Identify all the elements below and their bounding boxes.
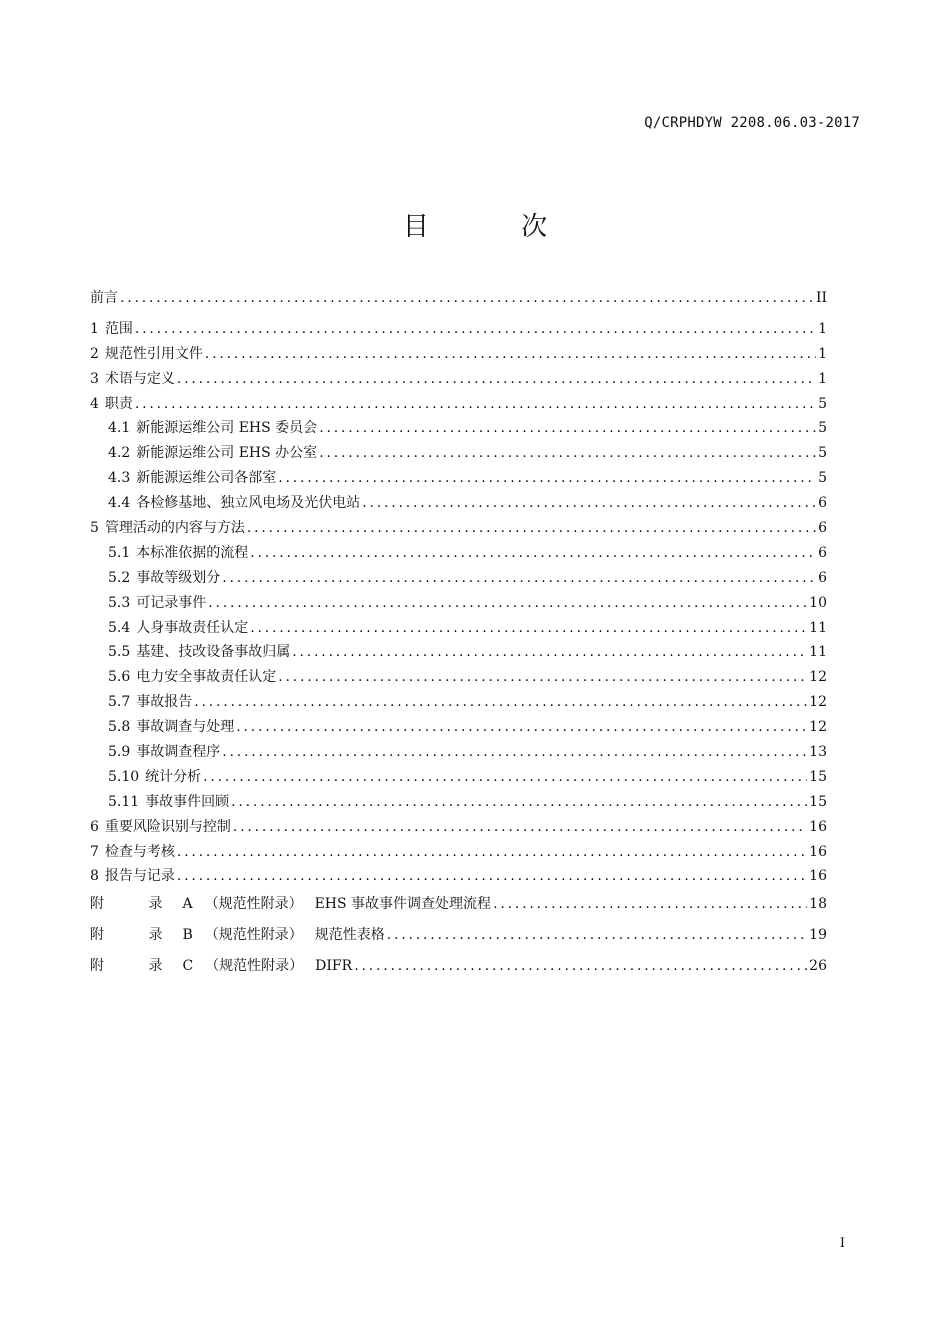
toc-entry-page: 26 — [809, 958, 827, 975]
appendix-word: 附 录 — [90, 927, 183, 944]
toc-entry-label: 检查与考核 — [104, 843, 175, 860]
appendix-title: 规范性表格 — [314, 927, 385, 944]
toc-leader-dots — [177, 864, 807, 889]
toc-entry-1[interactable] — [90, 317, 827, 342]
toc-entry-page: 6 — [818, 544, 827, 561]
toc-entry-number: 5.2 — [108, 569, 131, 586]
toc-entry-number: 4.3 — [108, 470, 131, 487]
toc-entry-8[interactable] — [90, 864, 827, 889]
table-of-contents — [90, 286, 827, 982]
toc-appendix-c[interactable] — [90, 951, 827, 982]
toc-entry-5-2[interactable] — [90, 566, 827, 591]
toc-entry-label: 电力安全事故责任认定 — [136, 669, 277, 686]
toc-entry-page: 6 — [818, 520, 827, 537]
toc-entry-number: 4 — [90, 395, 99, 412]
toc-entry-number: 5.7 — [108, 694, 131, 711]
toc-leader-dots — [278, 466, 816, 491]
toc-leader-dots — [354, 951, 807, 982]
appendix-letter: B — [182, 927, 193, 944]
toc-leader-dots — [319, 416, 816, 441]
toc-entry-label: 各检修基地、独立风电场及光伏电站 — [136, 495, 361, 512]
toc-entry-number: 2 — [90, 345, 99, 362]
toc-entry-5-9[interactable] — [90, 740, 827, 765]
toc-entry-page: 12 — [809, 669, 827, 686]
toc-entry-page: 13 — [809, 744, 827, 761]
toc-entry-label: 事故事件回顾 — [145, 793, 230, 810]
toc-entry-7[interactable] — [90, 840, 827, 865]
toc-entry-5-5[interactable] — [90, 640, 827, 665]
toc-entry-5[interactable] — [90, 516, 827, 541]
toc-leader-dots — [177, 840, 807, 865]
toc-entry-4[interactable] — [90, 392, 827, 417]
toc-entry-number: 6 — [90, 818, 99, 835]
toc-entry-number: 8 — [90, 868, 99, 885]
appendix-kind: （规范性附录） — [205, 958, 304, 975]
toc-leader-dots — [250, 541, 816, 566]
toc-entry-4-1[interactable] — [90, 416, 827, 441]
toc-leader-dots — [236, 715, 807, 740]
appendix-title: DIFR — [315, 958, 353, 975]
toc-entry-number: 4.4 — [108, 495, 131, 512]
toc-leader-dots — [208, 591, 807, 616]
toc-entry-number: 5.9 — [108, 744, 131, 761]
document-code: Q/CRPHDYW 2208.06.03-2017 — [644, 115, 860, 131]
toc-leader-dots — [205, 342, 816, 367]
toc-entry-label: 本标准依据的流程 — [136, 544, 249, 561]
toc-entry-number: 7 — [90, 843, 99, 860]
appendix-title: EHS 事故事件调查处理流程 — [314, 896, 492, 913]
toc-entry-preface[interactable] — [90, 286, 827, 311]
toc-entry-number: 1 — [90, 320, 99, 337]
toc-leader-dots — [120, 286, 814, 311]
toc-leader-dots — [362, 491, 816, 516]
toc-leader-dots — [135, 317, 816, 342]
toc-entry-5-8[interactable] — [90, 715, 827, 740]
toc-entry-page: 12 — [809, 694, 827, 711]
toc-entry-number: 5.4 — [108, 619, 131, 636]
toc-entry-label: 范围 — [104, 320, 133, 337]
toc-entry-label: 重要风险识别与控制 — [104, 818, 231, 835]
toc-entry-number: 5.8 — [108, 719, 131, 736]
toc-entry-page: 16 — [809, 868, 827, 885]
toc-leader-dots — [177, 367, 816, 392]
toc-entry-page: 5 — [818, 445, 827, 462]
toc-leader-dots — [250, 616, 807, 641]
toc-entry-label: 管理活动的内容与方法 — [104, 520, 245, 537]
toc-entry-5-11[interactable] — [90, 790, 827, 815]
toc-entry-number: 5.10 — [108, 768, 140, 785]
toc-entry-number: 3 — [90, 370, 99, 387]
appendix-letter: C — [182, 958, 194, 975]
toc-entry-page: 10 — [809, 594, 827, 611]
appendix-kind: （规范性附录） — [204, 896, 303, 913]
toc-leader-dots — [387, 920, 807, 951]
toc-entry-label: 前言 — [90, 290, 118, 306]
toc-entry-label: 规范性引用文件 — [104, 345, 203, 362]
toc-entry-number: 4.1 — [108, 420, 131, 437]
toc-entry-4-3[interactable] — [90, 466, 827, 491]
toc-entry-5-7[interactable] — [90, 690, 827, 715]
toc-entry-number: 5.6 — [108, 669, 131, 686]
toc-leader-dots — [247, 516, 816, 541]
toc-entry-6[interactable] — [90, 815, 827, 840]
toc-appendix-a[interactable] — [90, 889, 827, 920]
toc-entry-label: 事故调查程序 — [136, 744, 221, 761]
toc-entry-number: 4.2 — [108, 445, 131, 462]
toc-entry-page: 1 — [818, 345, 827, 362]
toc-leader-dots — [203, 765, 807, 790]
appendix-kind: （规范性附录） — [204, 927, 303, 944]
toc-entry-page: II — [815, 290, 827, 306]
toc-appendix-b[interactable] — [90, 920, 827, 951]
toc-entry-label: 职责 — [104, 395, 133, 412]
page-title: 目 次 — [402, 212, 590, 242]
toc-entry-label: 可记录事件 — [136, 594, 207, 611]
page-number: I — [839, 1236, 845, 1251]
toc-entry-page: 12 — [809, 719, 827, 736]
toc-entry-4-2[interactable] — [90, 441, 827, 466]
toc-entry-page: 1 — [818, 320, 827, 337]
toc-entry-page: 15 — [809, 768, 827, 785]
toc-leader-dots — [222, 740, 807, 765]
toc-leader-dots — [319, 441, 816, 466]
toc-entry-page: 5 — [818, 395, 827, 412]
toc-entry-page: 15 — [809, 793, 827, 810]
toc-entry-5-1[interactable] — [90, 541, 827, 566]
toc-entry-label: 报告与记录 — [104, 868, 175, 885]
toc-entry-label: 新能源运维公司 EHS 委员会 — [136, 420, 318, 437]
toc-entry-5-3[interactable] — [90, 591, 827, 616]
toc-entry-5-6[interactable] — [90, 665, 827, 690]
toc-entry-number: 5.1 — [108, 544, 131, 561]
toc-entry-5-10[interactable] — [90, 765, 827, 790]
toc-entry-page: 18 — [809, 896, 827, 913]
toc-entry-page: 11 — [809, 619, 827, 636]
toc-entry-page: 5 — [818, 470, 827, 487]
toc-entry-3[interactable] — [90, 367, 827, 392]
appendix-word: 附 录 — [90, 896, 183, 913]
toc-leader-dots — [135, 392, 816, 417]
toc-entry-number: 5.3 — [108, 594, 131, 611]
toc-leader-dots — [231, 790, 807, 815]
toc-entry-2[interactable] — [90, 342, 827, 367]
toc-entry-number: 5.5 — [108, 644, 131, 661]
toc-entry-label: 事故调查与处理 — [136, 719, 235, 736]
toc-entry-5-4[interactable] — [90, 616, 827, 641]
toc-entry-page: 1 — [818, 370, 827, 387]
toc-entry-page: 16 — [809, 818, 827, 835]
toc-entry-label: 新能源运维公司 EHS 办公室 — [136, 445, 318, 462]
toc-entry-label: 事故报告 — [136, 694, 193, 711]
appendix-word: 附 录 — [90, 958, 183, 975]
toc-entry-page: 19 — [809, 927, 827, 944]
toc-entry-4-4[interactable] — [90, 491, 827, 516]
toc-entry-label: 统计分析 — [145, 768, 202, 785]
toc-entry-page: 11 — [809, 644, 827, 661]
toc-leader-dots — [292, 640, 807, 665]
toc-leader-dots — [278, 665, 807, 690]
toc-entry-label: 人身事故责任认定 — [136, 619, 249, 636]
toc-leader-dots — [233, 815, 807, 840]
toc-entry-page: 5 — [818, 420, 827, 437]
toc-entry-label: 事故等级划分 — [136, 569, 221, 586]
appendix-letter: A — [182, 896, 193, 913]
toc-entry-page: 16 — [809, 843, 827, 860]
toc-leader-dots — [222, 566, 816, 591]
toc-entry-label: 新能源运维公司各部室 — [136, 470, 277, 487]
toc-entry-label: 术语与定义 — [104, 370, 175, 387]
toc-leader-dots — [493, 889, 807, 920]
toc-entry-label: 基建、技改设备事故归属 — [136, 644, 291, 661]
toc-entry-page: 6 — [818, 495, 827, 512]
toc-leader-dots — [194, 690, 807, 715]
toc-entry-number: 5.11 — [108, 793, 140, 810]
toc-entry-page: 6 — [818, 569, 827, 586]
toc-entry-number: 5 — [90, 520, 99, 537]
